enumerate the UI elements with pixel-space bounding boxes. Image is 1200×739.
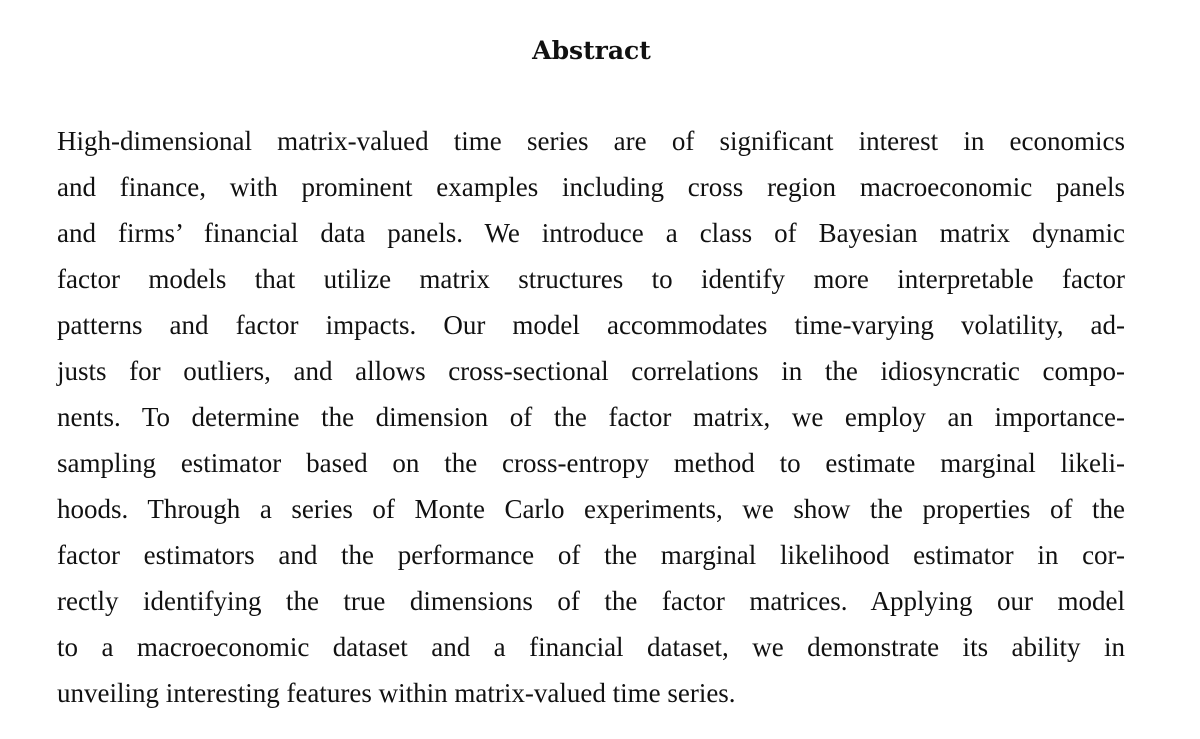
abstract-line: factor estimators and the performance of the marginal likelihood estimator in cor- (57, 540, 1125, 570)
abstract-line: justs for outliers, and allows cross-sectional correlations in the idiosyncratic compo- (57, 356, 1125, 386)
abstract-heading: Abstract (532, 36, 651, 65)
abstract-line: patterns and factor impacts. Our model accommodates time-varying volatility, ad- (57, 310, 1125, 340)
abstract-line: hoods. Through a series of Monte Carlo experiments, we show the properties of the (57, 494, 1125, 524)
abstract-line: High-dimensional matrix-valued time series are of significant interest in economics (57, 126, 1125, 156)
abstract-line: rectly identifying the true dimensions of the factor matrices. Applying our model (57, 586, 1125, 616)
abstract-body (57, 118, 1125, 716)
abstract-line: unveiling interesting features within matrix-valued time series. (57, 678, 736, 708)
abstract-line: nents. To determine the dimension of the factor matrix, we employ an importance- (57, 402, 1125, 432)
abstract-line: sampling estimator based on the cross-entropy method to estimate marginal likeli- (57, 448, 1125, 478)
abstract-line: to a macroeconomic dataset and a financial dataset, we demonstrate its ability in (57, 632, 1125, 662)
abstract-line: and firms’ financial data panels. We introduce a class of Bayesian matrix dynamic (57, 218, 1125, 248)
abstract-line: and finance, with prominent examples including cross region macroeconomic panels (57, 172, 1125, 202)
abstract-line: factor models that utilize matrix structures to identify more interpretable factor (57, 264, 1125, 294)
